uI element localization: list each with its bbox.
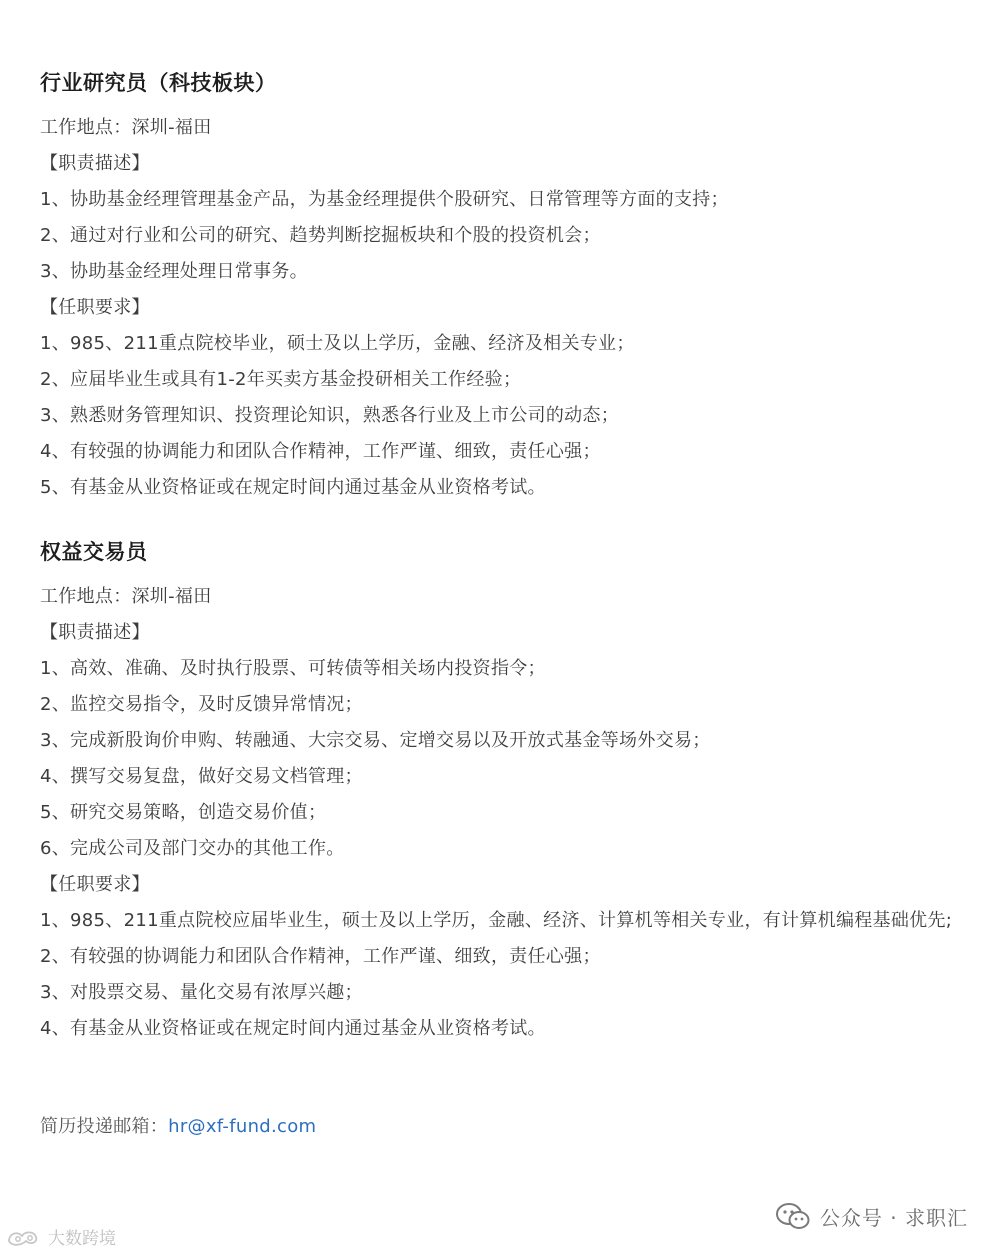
- contact-line: [40, 1110, 316, 1144]
- requirement-item: 3、熟悉财务管理知识、投资理论知识，熟悉各行业及上市公司的动态；: [40, 405, 620, 426]
- duty-item: 5、研究交易策略，创造交易价值；: [40, 802, 327, 823]
- footer-text: 公众号 · 求职汇: [819, 1205, 968, 1230]
- requirement-item: 2、有较强的协调能力和团队合作精神，工作严谨、细致，责任心强；: [40, 946, 601, 967]
- logo-icon: [6, 1227, 42, 1247]
- duty-item: 1、协助基金经理管理基金产品，为基金经理提供个股研究、日常管理等方面的支持；: [40, 189, 729, 210]
- requirement-item: 4、有基金从业资格证或在规定时间内通过基金从业资格考试。: [40, 1018, 546, 1039]
- contact-label: 简历投递邮箱：: [40, 1116, 169, 1137]
- job-section-research: [40, 68, 965, 506]
- requirement-item: 1、985、211重点院校应届毕业生，硕士及以上学历，金融、经济、计算机等相关专业，有计算机编程基础优先;: [40, 910, 953, 931]
- job-location: 工作地点：深圳-福田: [40, 117, 212, 138]
- job-title: 权益交易员: [40, 540, 148, 564]
- duty-item: 6、完成公司及部门交办的其他工作。: [40, 838, 345, 859]
- duty-item: 3、完成新股询价申购、转融通、大宗交易、定增交易以及开放式基金等场外交易；: [40, 730, 711, 751]
- duty-item: 1、高效、准确、及时执行股票、可转债等相关场内投资指令；: [40, 658, 546, 679]
- requirement-item: 2、应届毕业生或具有1-2年买卖方基金投研相关工作经验；: [40, 369, 522, 390]
- requirement-item: 3、对股票交易、量化交易有浓厚兴趣；: [40, 982, 363, 1003]
- duty-item: 2、监控交易指令，及时反馈异常情况；: [40, 694, 363, 715]
- duty-item: 4、撰写交易复盘，做好交易文档管理；: [40, 766, 363, 787]
- requirement-item: 5、有基金从业资格证或在规定时间内通过基金从业资格考试。: [40, 477, 546, 498]
- requirements-header: 【任职要求】: [40, 874, 150, 895]
- wechat-icon: [776, 1202, 810, 1230]
- duties-header: 【职责描述】: [40, 622, 150, 643]
- requirements-header: 【任职要求】: [40, 297, 150, 318]
- requirement-item: 4、有较强的协调能力和团队合作精神，工作严谨、细致，责任心强；: [40, 441, 601, 462]
- job-section-trader: [40, 537, 965, 1047]
- duty-item: 3、协助基金经理处理日常事务。: [40, 261, 308, 282]
- job-title: 行业研究员（科技板块）: [40, 71, 277, 95]
- duties-header: 【职责描述】: [40, 153, 150, 174]
- footer-account: [776, 1196, 968, 1236]
- requirement-item: 1、985、211重点院校毕业，硕士及以上学历，金融、经济及相关专业；: [40, 333, 635, 354]
- job-location: 工作地点：深圳-福田: [40, 586, 212, 607]
- watermark-text: 大数跨境: [48, 1229, 116, 1249]
- duty-item: 2、通过对行业和公司的研究、趋势判断挖掘板块和个股的投资机会；: [40, 225, 601, 246]
- watermark: [6, 1224, 116, 1249]
- contact-email-link[interactable]: hr@xf-fund.com: [168, 1116, 317, 1137]
